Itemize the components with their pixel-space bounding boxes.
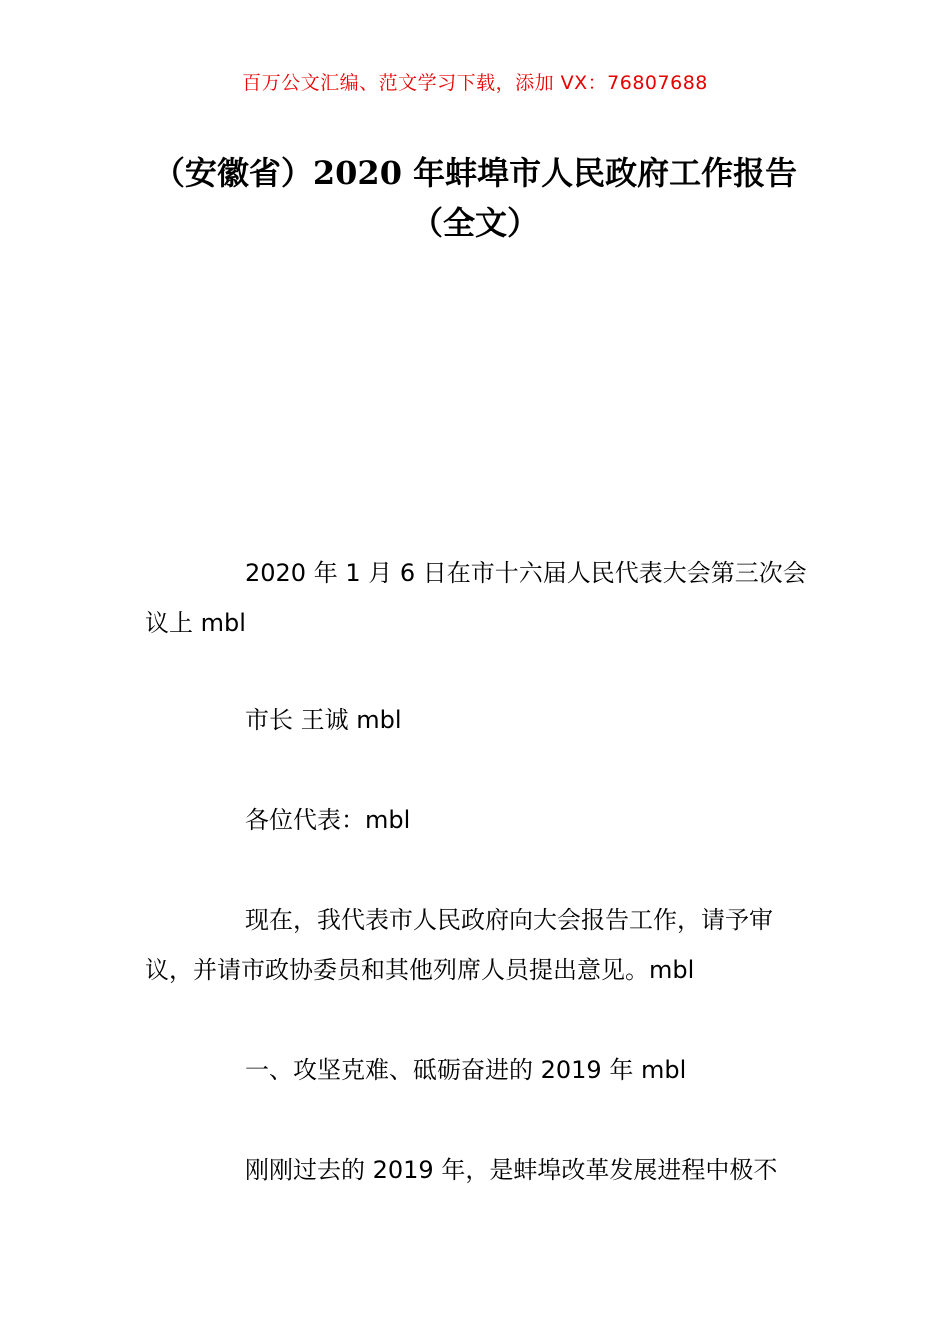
meeting-info-paragraph: 2020 年 1 月 6 日在市十六届人民代表大会第三次会议上 mbl <box>145 559 807 637</box>
download-banner: 百万公文汇编、范文学习下载，添加 VX：76807688 <box>242 72 708 94</box>
salutation-paragraph: 各位代表：mbl <box>245 806 411 834</box>
opening-paragraph: 现在，我代表市人民政府向大会报告工作，请予审议，并请市政协委员和其他列席人员提出意见。mbl <box>145 906 773 984</box>
speaker-paragraph: 市长 王诚 mbl <box>245 706 402 734</box>
document-title: （安徽省）2020 年蚌埠市人民政府工作报告（全文） <box>152 154 798 242</box>
body-paragraph: 刚刚过去的 2019 年，是蚌埠改革发展进程中极不 <box>245 1156 778 1184</box>
section-heading-paragraph: 一、攻坚克难、砥砺奋进的 2019 年 mbl <box>245 1056 687 1084</box>
